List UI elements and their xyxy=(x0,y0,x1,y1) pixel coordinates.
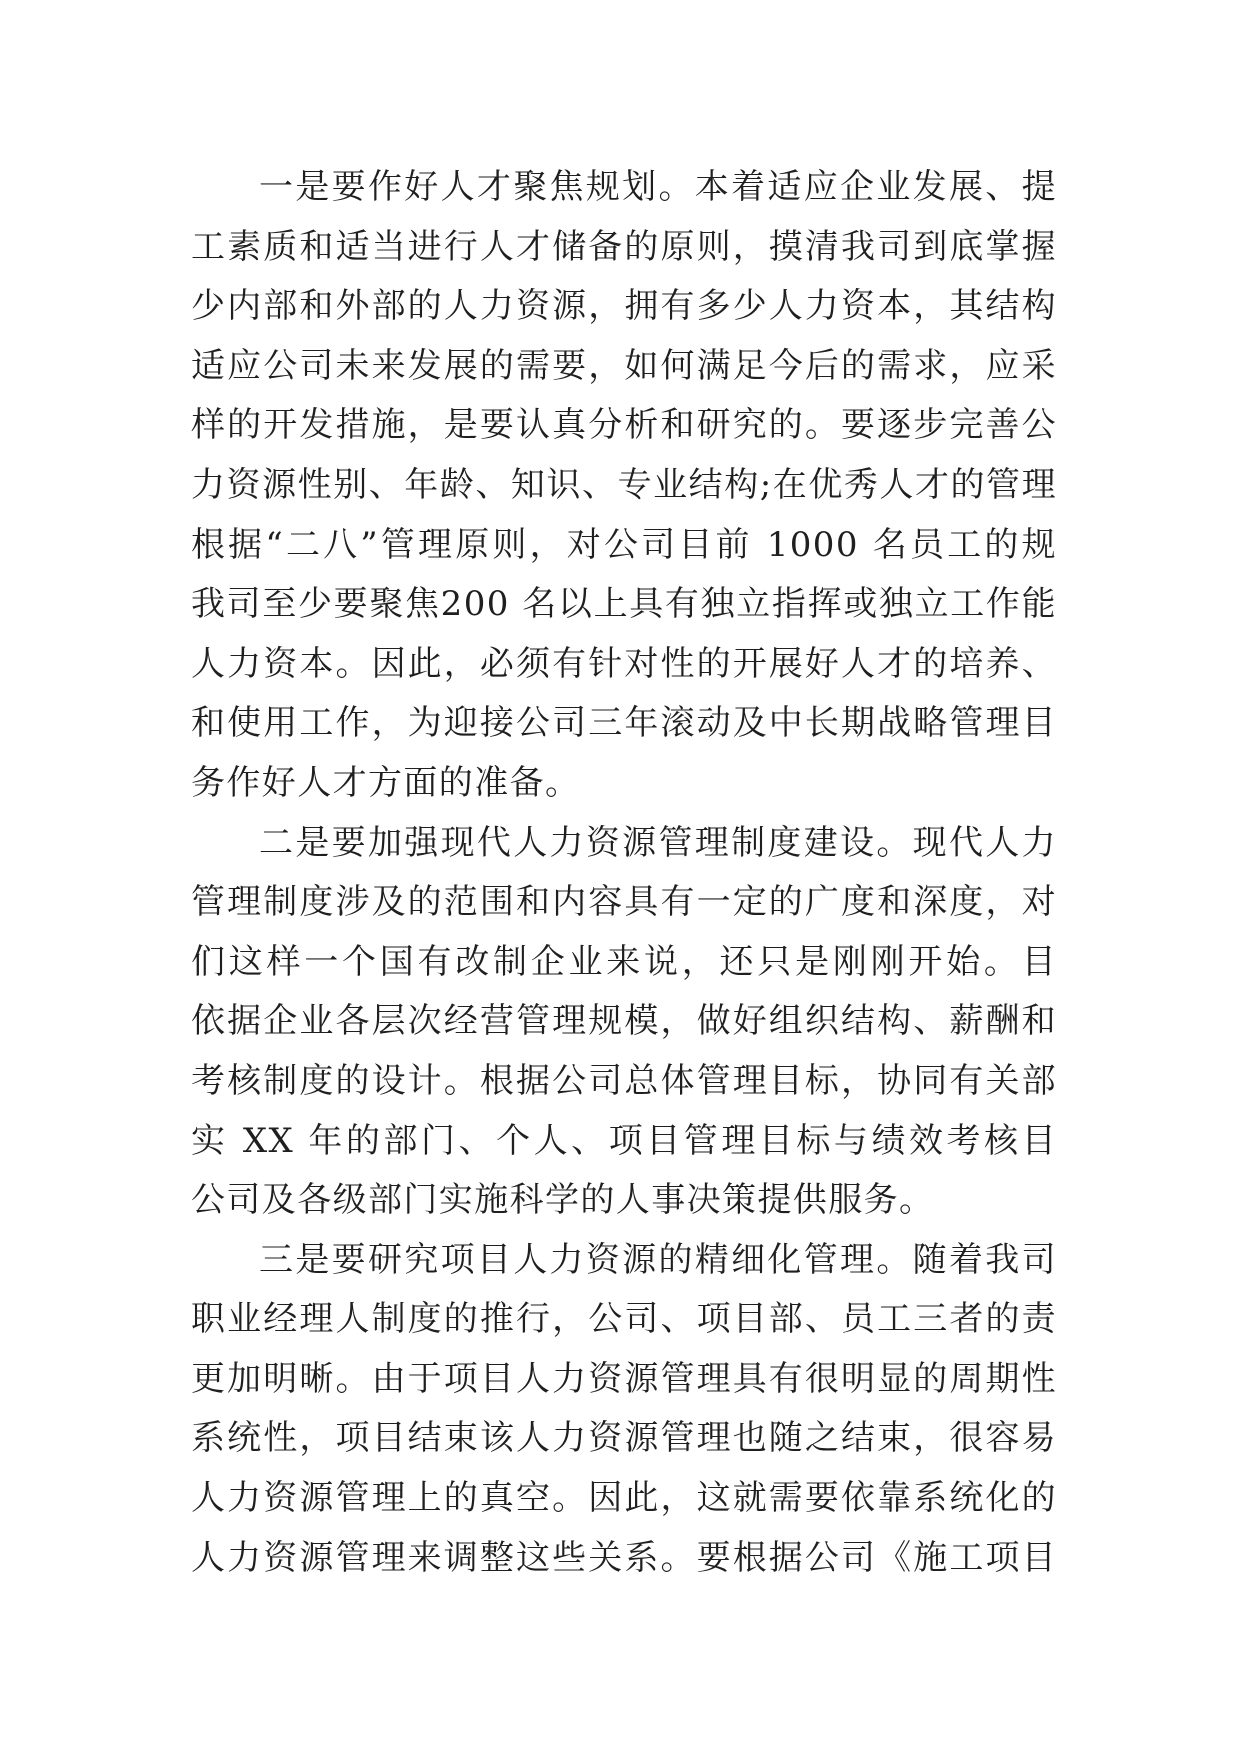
text-line: 管理制度涉及的范围和内容具有一定的广度和深度，对 xyxy=(191,882,1057,923)
text-line: 适应公司未来发展的需要，如何满足今后的需求，应采 xyxy=(191,345,1057,386)
paragraph-2 xyxy=(191,814,1057,1231)
text-line: 力资源性别、年龄、知识、专业结构;在优秀人才的管理 xyxy=(191,464,1057,505)
text-line: 更加明晰。由于项目人力资源管理具有很明显的周期性 xyxy=(191,1358,1057,1399)
text-line: 样的开发措施，是要认真分析和研究的。要逐步完善公 xyxy=(191,405,1057,446)
text-line: 系统性，项目结束该人力资源管理也随之结束，很容易 xyxy=(191,1418,1057,1459)
text-line: 一是要作好人才聚焦规划。本着适应企业发展、提 xyxy=(259,167,1057,207)
text-line: 人力资本。因此，必须有针对性的开展好人才的培养、 xyxy=(191,643,1057,684)
text-line: 考核制度的设计。根据公司总体管理目标，协同有关部 xyxy=(191,1060,1057,1101)
paragraph-1 xyxy=(191,158,1057,814)
text-line: 二是要加强现代人力资源管理制度建设。现代人力 xyxy=(259,822,1057,863)
text-line: 公司及各级部门实施科学的人事决策提供服务。 xyxy=(191,1180,935,1221)
text-line: 我司至少要聚焦200 名以上具有独立指挥或独立工作能 xyxy=(191,584,1057,625)
text-line: 根据“二八”管理原则，对公司目前 1000 名员工的规 xyxy=(191,524,1057,565)
text-line: 职业经理人制度的推行，公司、项目部、员工三者的责 xyxy=(191,1299,1057,1340)
text-line: 依据企业各层次经营管理规模，做好组织结构、薪酬和 xyxy=(191,1001,1057,1042)
text-line: 少内部和外部的人力资源，拥有多少人力资本，其结构 xyxy=(191,286,1057,327)
text-line: 人力资源管理来调整这些关系。要根据公司《施工项目 xyxy=(191,1537,1057,1578)
document-body xyxy=(191,158,1057,1588)
text-line: 和使用工作，为迎接公司三年滚动及中长期战略管理目 xyxy=(191,703,1057,744)
paragraph-3 xyxy=(191,1231,1057,1589)
text-line: 务作好人才方面的准备。 xyxy=(191,762,581,803)
text-line: 实 XX 年的部门、个人、项目管理目标与绩效考核目 xyxy=(191,1120,1057,1161)
text-line: 人力资源管理上的真空。因此，这就需要依靠系统化的 xyxy=(191,1478,1057,1519)
text-line: 工素质和适当进行人才储备的原则，摸清我司到底掌握 xyxy=(191,226,1057,267)
text-line: 们这样一个国有改制企业来说，还只是刚刚开始。目 xyxy=(191,941,1057,982)
text-line: 三是要研究项目人力资源的精细化管理。随着我司 xyxy=(259,1239,1057,1280)
